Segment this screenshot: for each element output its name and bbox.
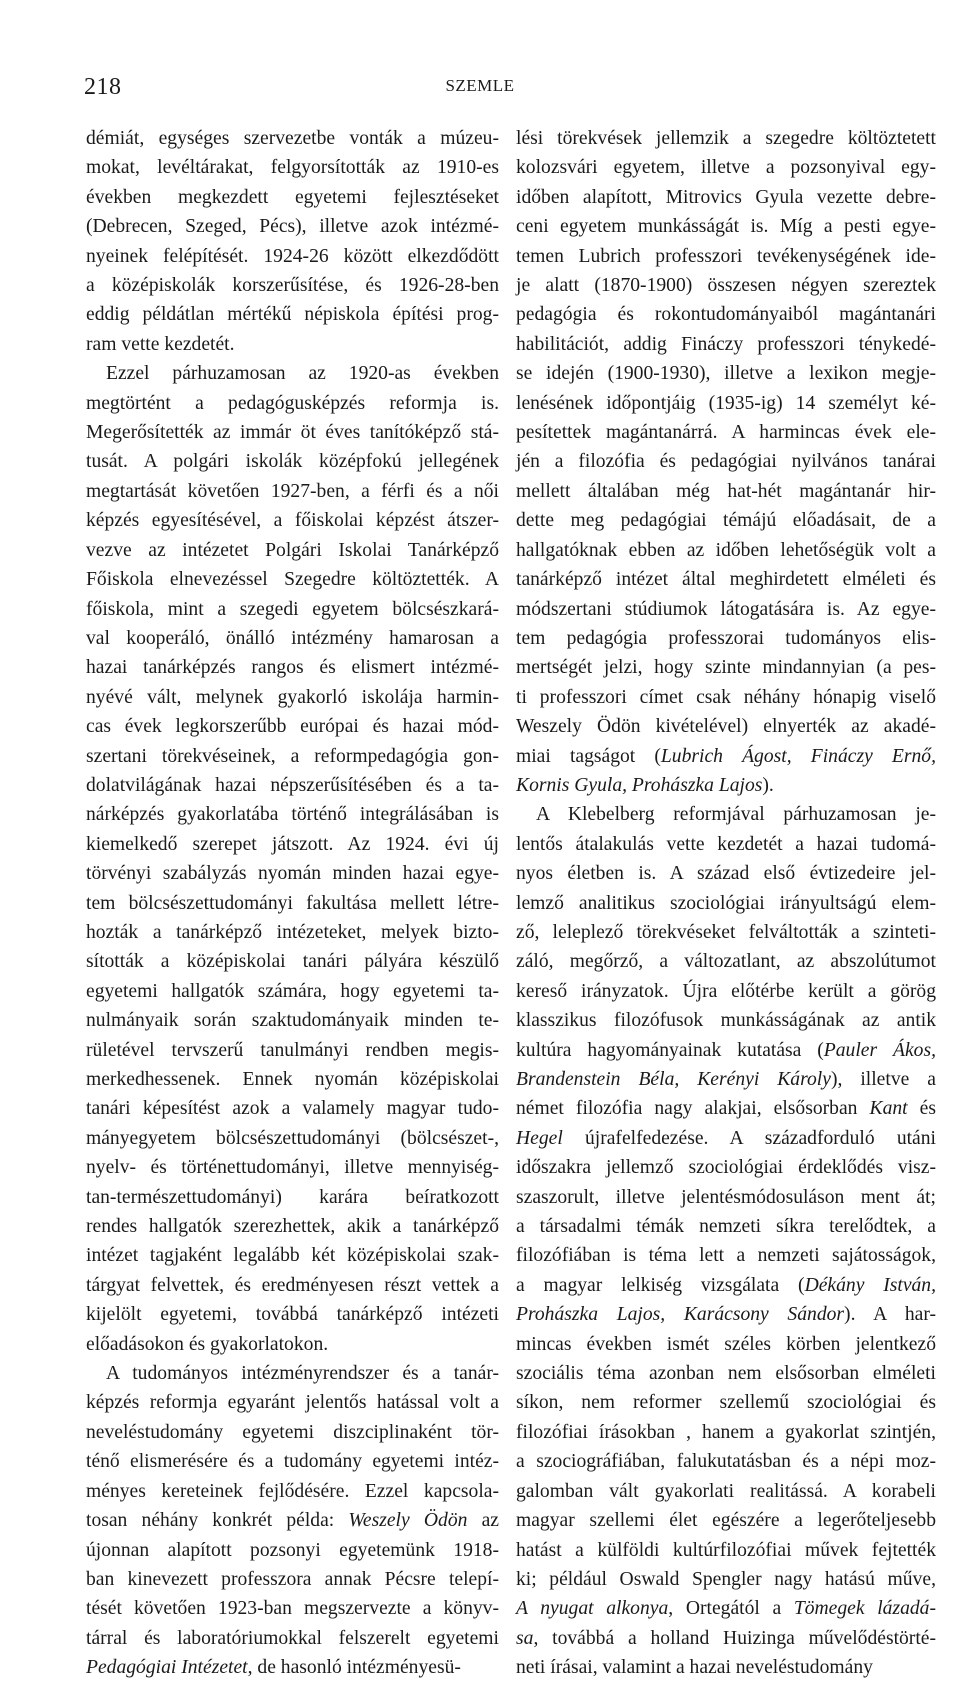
text-line: megtartását követően 1927-ben, a férfi és a női	[86, 480, 499, 502]
text-line: ram vette kezdetét.	[86, 333, 235, 355]
text-line: szaszorult, illetve jelentésmódosuláson ment át;	[516, 1186, 936, 1208]
text-line: törvényi szabályzás nyomán minden hazai egye-	[86, 863, 499, 885]
text-line: lenésének időpontjáig (1935-ig) 14 személyt ké-	[516, 392, 936, 414]
text-line: nulmányaik során szaktudományaik minden te-	[86, 1010, 499, 1032]
text-line: nyévé vált, melynek gyakorló iskolája harmin-	[86, 686, 499, 708]
text-line: tem bölcsészettudományi fakultása mellett létre-	[86, 892, 499, 914]
text-line: kiemelkedő szerepet játszott. Az 1924. évi új	[86, 833, 499, 855]
text-line: a szociográfiában, falukutatásban és a népi moz-	[516, 1451, 936, 1473]
text-line: tanárképző intézet által meghirdetett elméleti és	[516, 569, 936, 591]
text-line: intézet tagjaként legalább két középiskolai szak-	[86, 1245, 499, 1267]
text-line: években megkezdett egyetemi fejlesztéseket	[86, 186, 499, 208]
text-line: szociális téma azonban nem elsősorban elméleti	[516, 1363, 936, 1385]
right-column	[516, 124, 936, 1683]
text-line: habilitációt, addig Fináczy professzori ténykedé-	[516, 333, 936, 355]
text-line: a magyar lelkiség vizsgálata (Dékány István,	[516, 1274, 937, 1296]
text-line: Weszely Ödön kivételével) elnyerték az akadé-	[516, 716, 936, 738]
text-line: Megerősítették az immár öt éves tanítóképző stá-	[86, 422, 499, 444]
text-line: hazai tanárképzés rangos és elismert intézmé-	[86, 657, 499, 679]
text-line: mokat, levéltárakat, felgyorsították az 1910-es	[86, 157, 499, 179]
text-line: sították a középiskolai tanári pályára készülő	[86, 951, 499, 973]
text-line: lemző analitikus szociológiai irányultságú elem-	[516, 892, 936, 914]
text-line: mincas években ismét széles körben jelentkező	[516, 1333, 936, 1355]
text-line: időben alapított, Mitrovics Gyula vezette debre-	[516, 186, 936, 208]
text-line: síkon, nem reformer szellemű szociológiai és	[516, 1392, 936, 1414]
text-line: pesítettek magántanárrá. A harmincas évek ele-	[516, 422, 936, 444]
text-line: temen Lubrich professzori tevékenységének ide-	[516, 245, 936, 267]
text-line: cas évek legkorszerűbb európai és hazai mód-	[86, 716, 499, 738]
paragraph	[516, 124, 936, 800]
running-head: SZEMLE	[445, 76, 515, 95]
text-line: előadásokon és gyakorlatokon.	[86, 1333, 329, 1355]
text-line: ceni egyetem munkásságát is. Míg a pesti egye-	[516, 216, 936, 238]
text-line: tanári képesítést azok a valamely magyar tudo-	[86, 1098, 499, 1120]
text-line: lési törekvések jellemzik a szegedre költöztetett	[516, 128, 936, 149]
text-line: filozófiában is téma lett a nemzeti sajátosságok,	[516, 1245, 936, 1267]
text-line: filozófiai írásokban , hanem a gyakorlat szintjén,	[516, 1421, 936, 1443]
text-line: kolozsvári egyetem, illetve a pozsonyival egy-	[516, 157, 936, 179]
text-line: je alatt (1870-1900) összesen négyen szereztek	[516, 275, 936, 297]
text-line: neti írásai, valamint a hazai neveléstudomány	[516, 1657, 873, 1679]
text-line: lentős átalakulás vette kezdetét a hazai tudomá-	[516, 833, 936, 855]
text-line: nárképzés gyakorlatába történő integrálásában is	[86, 804, 499, 826]
text-line: sa, továbbá a holland Huizinga művelődéstörté-	[516, 1627, 936, 1649]
text-line: se idején (1900-1930), illetve a lexikon megje-	[516, 363, 936, 385]
text-line: klasszikus filozófusok munkásságának az antik	[516, 1010, 936, 1032]
text-line: szertani törekvéseinek, a reformpedagógia gon-	[86, 745, 499, 767]
text-line: tosan néhány konkrét példa: Weszely Ödön az	[86, 1510, 499, 1532]
text-line: egyetemi hallgatók számára, hogy egyetemi ta-	[86, 980, 499, 1002]
text-line: képzés reformja egyaránt jelentős hatással volt a	[86, 1392, 499, 1414]
text-line: nyelv- és történettudományi, illetve mennyiség-	[86, 1157, 499, 1179]
text-line: Főiskola elnevezéssel Szegedre költöztették. A	[86, 569, 499, 591]
text-line: tárral és laboratóriumokkal felszerelt egyetemi	[86, 1627, 499, 1649]
text-line: (Debrecen, Szeged, Pécs), illetve azok intézmé-	[86, 216, 499, 238]
text-line: tárgyat felvettek, és eredményesen részt vettek a	[86, 1274, 499, 1296]
text-line: nyeinek felépítését. 1924-26 között elkezdődött	[86, 245, 499, 267]
text-line: mertségét jelzi, hogy szinte mindannyian (a pes-	[516, 657, 936, 679]
text-line: hatást a külföldi kultúrfilozófiai művek fejtették	[516, 1539, 936, 1561]
text-line: ténő elismerésére és a tudomány egyetemi intéz-	[86, 1451, 499, 1473]
text-line: záló, megőrző, a változatlant, az abszolútumot	[516, 951, 936, 973]
text-line: ményes kereteinek fejlődésére. Ezzel kapcsola-	[86, 1480, 499, 1502]
text-line: Pedagógiai Intézetet, de hasonló intézményesü-	[86, 1657, 461, 1679]
text-line: megtörtént a pedagógusképzés reformja is.	[86, 392, 499, 414]
text-line: hozták a tanárképző intézeteket, melyek bizto-	[86, 921, 499, 943]
text-line: a középiskolák korszerűsítése, és 1926-28-ben	[86, 275, 499, 297]
text-line: rendes hallgatók szerezhettek, akik a tanárképző	[86, 1216, 499, 1238]
text-line: hallgatóknak ebben az időben lehetőségük volt a	[516, 539, 936, 561]
text-line: képzés egyesítésével, a főiskolai képzést átszer-	[86, 510, 499, 532]
text-line: miai tagságot (Lubrich Ágost, Fináczy Ernő,	[516, 745, 936, 767]
text-line: főiskola, mint a szegedi egyetem bölcsészkará-	[86, 598, 499, 620]
text-line: tem pedagógia professzorai tudományos elis-	[516, 627, 936, 649]
paragraph	[86, 1359, 499, 1682]
left-column	[86, 124, 499, 1683]
text-line: magyar szellemi élet egészére a legerőteljesebb	[516, 1510, 936, 1532]
text-line: kijelölt egyetemi, továbbá tanárképző intézeti	[86, 1304, 499, 1326]
text-line: vezve az intézetet Polgári Iskolai Tanárképző	[86, 539, 499, 561]
text-line: A Klebelberg reformjával párhuzamosan je-	[536, 804, 936, 826]
text-line: démiát, egységes szervezetbe vonták a múzeu-	[86, 128, 499, 149]
text-line: Hegel újrafelfedezése. A századforduló utáni	[516, 1127, 936, 1149]
text-line: jén a filozófia és pedagógiai nyilvános tanárai	[516, 451, 936, 473]
text-line: A tudományos intézményrendszer és a tanár-	[106, 1363, 499, 1385]
text-line: eddig példátlan mértékű népiskola építési prog-	[86, 304, 499, 326]
text-line: ban kinevezett professzora annak Pécsre telepí-	[86, 1568, 499, 1590]
text-line: Ezzel párhuzamosan az 1920-as években	[106, 363, 499, 385]
text-line: A nyugat alkonya, Ortegától a Tömegek lázadá-	[516, 1598, 936, 1620]
page-number: 218	[84, 74, 122, 100]
text-line: kereső irányzatok. Újra előtérbe került a görög	[516, 980, 936, 1002]
text-line: merkedhessenek. Ennek nyomán középiskolai	[86, 1069, 499, 1090]
text-line: újonnan alapított pozsonyi egyetemünk 1918-	[86, 1539, 499, 1561]
text-line: tését követően 1923-ban megszervezte a könyv-	[86, 1598, 499, 1620]
text-line: tusát. A polgári iskolák középfokú jellegének	[86, 451, 499, 473]
text-line: Prohászka Lajos, Karácsony Sándor). A har-	[516, 1304, 936, 1326]
text-line: mányegyetem bölcsészettudományi (bölcsészet-,	[86, 1127, 499, 1149]
text-line: Kornis Gyula, Prohászka Lajos).	[516, 774, 774, 796]
paragraph	[516, 800, 936, 1682]
text-line: val kooperáló, önálló intézmény hamarosan a	[86, 627, 499, 649]
text-line: tan-természettudományi) karára beíratkozott	[86, 1186, 499, 1208]
text-line: nyos életben is. A század első évtizedeire jel-	[516, 863, 936, 885]
text-line: pedagógia és rokontudományaiból magántanári	[516, 304, 936, 326]
text-line: ző, leleplező törekvéseket felváltották a szinteti-	[516, 921, 936, 943]
text-line: ki; például Oswald Spengler nagy hatású műve,	[516, 1568, 936, 1590]
text-line: dolatvilágának hazai népszerűsítésében és a ta-	[86, 774, 499, 796]
text-line: ti professzori címet csak néhány hónapig viselő	[516, 686, 936, 708]
text-line: Brandenstein Béla, Kerényi Károly), illetve a	[516, 1069, 936, 1090]
text-line: a társadalmi témák nemzeti síkra terelődtek, a	[516, 1216, 936, 1238]
text-line: időszakra jellemző szociológiai érdeklődés visz-	[516, 1157, 936, 1179]
text-line: módszertani stúdiumok látogatására is. Az egye-	[516, 598, 936, 620]
text-line: neveléstudomány egyetemi diszciplinaként tör-	[86, 1421, 499, 1443]
text-line: kultúra hagyományainak kutatása (Pauler Ákos,	[516, 1039, 936, 1061]
text-line: galomban vált gyakorlati realitássá. A korabeli	[516, 1480, 936, 1502]
paragraph	[86, 359, 499, 1359]
paragraph	[86, 124, 499, 359]
text-line: dette meg pedagógiai témájú előadásait, de a	[516, 510, 936, 532]
text-line: mellett általában még hat-hét magántanár hir-	[516, 480, 936, 502]
text-line: rületével tervszerű tanulmányi rendben megis-	[86, 1039, 499, 1061]
text-line: német filozófia nagy alakjai, elsősorban Kant és	[516, 1098, 936, 1120]
